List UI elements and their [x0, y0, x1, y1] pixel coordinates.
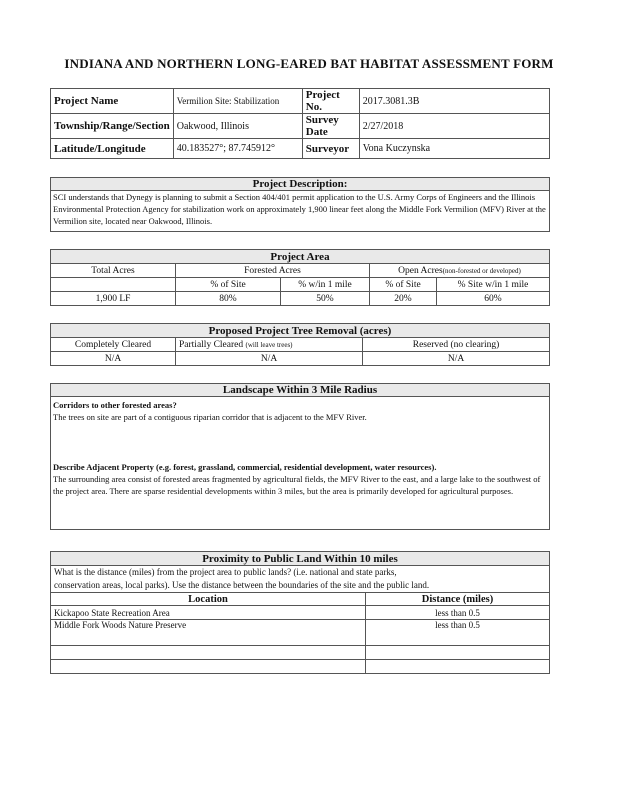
- open-acres-label: Open Acres(non-forested or developed): [370, 264, 550, 278]
- adjacent-property-answer: The surrounding area consist of forested areas fragmented by agricultural fields, the MFV River to the east, and a large lake to the southwest of the project area. There are sparse residential developments within 3 miles, but the area is primarily developed for agricultural purposes.: [53, 474, 541, 496]
- township-value: Oakwood, Illinois: [173, 114, 302, 139]
- project-name-label: Project Name: [51, 89, 174, 114]
- open-site-value: 20%: [370, 292, 437, 306]
- corridors-question: Corridors to other forested areas?: [53, 400, 177, 410]
- surveyor-value: Vona Kuczynska: [359, 139, 549, 159]
- project-no-label: Project No.: [302, 89, 359, 114]
- location-cell: Middle Fork Woods Nature Preserve: [51, 620, 366, 646]
- township-label: Township/Range/Section: [51, 114, 174, 139]
- distance-cell: less than 0.5: [366, 620, 550, 646]
- forested-pct-within-label: % w/in 1 mile: [281, 278, 370, 292]
- location-cell: [51, 660, 366, 674]
- forested-site-value: 80%: [176, 292, 281, 306]
- completely-cleared-value: N/A: [51, 352, 176, 366]
- distance-column-header: Distance (miles): [366, 593, 550, 606]
- proximity-question: What is the distance (miles) from the project area to public lands? (i.e. national and state parks, conservation areas, local parks). Use the distance between the boundaries of the site and the public land.: [51, 566, 550, 593]
- forested-within-value: 50%: [281, 292, 370, 306]
- distance-cell: [366, 646, 550, 660]
- survey-date-value: 2/27/2018: [359, 114, 549, 139]
- surveyor-label: Surveyor: [302, 139, 359, 159]
- tree-removal-table: [50, 323, 550, 366]
- distance-cell: [366, 660, 550, 674]
- location-column-header: Location: [51, 593, 366, 606]
- reserved-value: N/A: [363, 352, 550, 366]
- latlong-label: Latitude/Longitude: [51, 139, 174, 159]
- project-description-header: Project Description:: [51, 178, 549, 191]
- project-info-table: [50, 88, 550, 159]
- completely-cleared-label: Completely Cleared: [51, 338, 176, 352]
- proximity-table: [50, 551, 550, 674]
- open-pct-within-label: % Site w/in 1 mile: [437, 278, 550, 292]
- form-title: INDIANA AND NORTHERN LONG-EARED BAT HABITAT ASSESSMENT FORM: [64, 56, 554, 71]
- forested-acres-label: Forested Acres: [176, 264, 370, 278]
- reserved-label: Reserved (no clearing): [363, 338, 550, 352]
- total-acres-label: Total Acres: [51, 264, 176, 278]
- adjacent-property-question: Describe Adjacent Property (e.g. forest, grassland, commercial, residential development, water resources).: [53, 462, 437, 472]
- landscape-header: Landscape Within 3 Mile Radius: [51, 384, 549, 397]
- proximity-header: Proximity to Public Land Within 10 miles: [51, 552, 550, 566]
- project-area-table: [50, 249, 550, 306]
- project-name-value: Vermilion Site: Stabilization: [173, 89, 302, 114]
- partially-cleared-label: Partially Cleared (will leave trees): [176, 338, 363, 352]
- project-area-header: Project Area: [51, 250, 550, 264]
- project-no-value: 2017.3081.3B: [359, 89, 549, 114]
- partially-cleared-value: N/A: [176, 352, 363, 366]
- tree-removal-header: Proposed Project Tree Removal (acres): [51, 324, 550, 338]
- location-cell: Kickapoo State Recreation Area: [51, 606, 366, 620]
- project-description-text: SCI understands that Dynegy is planning to submit a Section 404/401 permit application to the U.S. Army Corps of Engineers and the Illinois Environmental Protection Agency for stabilization work on approximately 1,900 linear feet along the Middle Fork Vermilion (MFV) River at the Vermilion site, located near Oakwood, Illinois.: [53, 192, 546, 226]
- landscape-section: [50, 383, 550, 530]
- location-cell: [51, 646, 366, 660]
- open-within-value: 60%: [437, 292, 550, 306]
- open-pct-site-label: % of Site: [370, 278, 437, 292]
- distance-cell: less than 0.5: [366, 606, 550, 620]
- forested-pct-site-label: % of Site: [176, 278, 281, 292]
- latlong-value: 40.183527°; 87.745912°: [173, 139, 302, 159]
- corridors-answer: The trees on site are part of a contiguous riparian corridor that is adjacent to the MFV River.: [53, 412, 367, 422]
- project-description-section: [50, 177, 550, 232]
- total-acres-value: 1,900 LF: [51, 292, 176, 306]
- survey-date-label: Survey Date: [302, 114, 359, 139]
